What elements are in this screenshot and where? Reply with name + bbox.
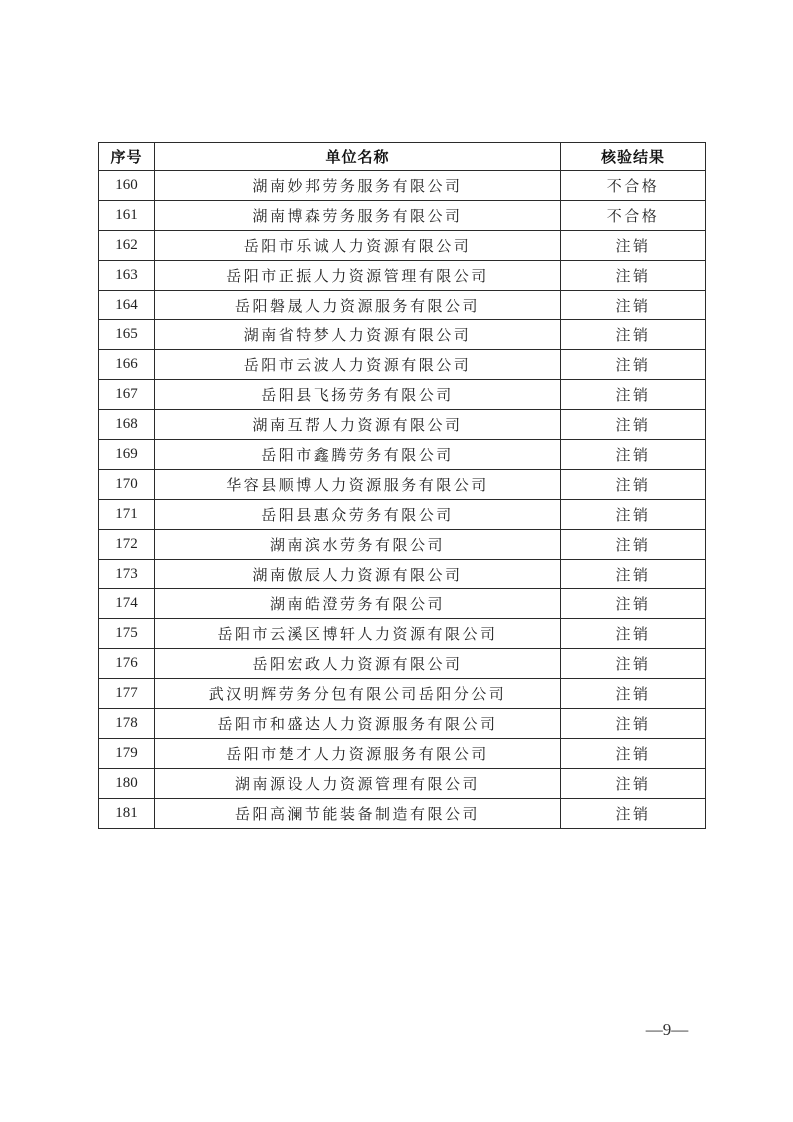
table-body [99,171,706,829]
verification-result-cell: 注销 [561,649,706,679]
verification-result-cell: 注销 [561,738,706,768]
header-serial-number: 序号 [99,143,155,171]
table-header-row [99,143,706,171]
unit-name-cell: 湖南妙邦劳务服务有限公司 [155,171,561,201]
unit-name-cell: 湖南傲辰人力资源有限公司 [155,559,561,589]
serial-number-cell: 163 [99,260,155,290]
verification-result-cell: 注销 [561,768,706,798]
table-row [99,529,706,559]
unit-name-cell: 岳阳市楚才人力资源服务有限公司 [155,738,561,768]
serial-number-cell: 177 [99,679,155,709]
table-row [99,469,706,499]
serial-number-cell: 179 [99,738,155,768]
table-row [99,410,706,440]
verification-result-cell: 注销 [561,410,706,440]
serial-number-cell: 181 [99,798,155,828]
verification-result-cell: 注销 [561,559,706,589]
verification-result-cell: 注销 [561,230,706,260]
unit-name-cell: 湖南皓澄劳务有限公司 [155,589,561,619]
unit-name-cell: 岳阳县惠众劳务有限公司 [155,499,561,529]
unit-name-cell: 岳阳市鑫腾劳务有限公司 [155,440,561,470]
verification-result-cell: 注销 [561,798,706,828]
unit-name-cell: 湖南省特梦人力资源有限公司 [155,320,561,350]
unit-name-cell: 岳阳市和盛达人力资源服务有限公司 [155,709,561,739]
unit-name-cell: 岳阳市云波人力资源有限公司 [155,350,561,380]
table-row [99,320,706,350]
unit-name-cell: 华容县顺博人力资源服务有限公司 [155,469,561,499]
verification-result-cell: 注销 [561,589,706,619]
unit-name-cell: 湖南源设人力资源管理有限公司 [155,768,561,798]
serial-number-cell: 170 [99,469,155,499]
unit-name-cell: 湖南互帮人力资源有限公司 [155,410,561,440]
unit-name-cell: 武汉明辉劳务分包有限公司岳阳分公司 [155,679,561,709]
serial-number-cell: 161 [99,200,155,230]
table-row [99,230,706,260]
table-row [99,380,706,410]
serial-number-cell: 176 [99,649,155,679]
unit-name-cell: 岳阳市云溪区博轩人力资源有限公司 [155,619,561,649]
verification-result-cell: 不合格 [561,200,706,230]
table-row [99,260,706,290]
page-number-text: —9— [645,1020,689,1039]
table-row [99,200,706,230]
verification-result-cell: 注销 [561,380,706,410]
table-row [99,798,706,828]
table-row [99,768,706,798]
table-row [99,559,706,589]
table-row [99,679,706,709]
serial-number-cell: 178 [99,709,155,739]
verification-result-cell: 注销 [561,709,706,739]
unit-name-cell: 岳阳高澜节能装备制造有限公司 [155,798,561,828]
unit-name-cell: 湖南滨水劳务有限公司 [155,529,561,559]
unit-name-cell: 岳阳市乐诚人力资源有限公司 [155,230,561,260]
verification-result-cell: 注销 [561,350,706,380]
header-verification-result: 核验结果 [561,143,706,171]
verification-result-cell: 不合格 [561,171,706,201]
unit-name-cell: 岳阳市正振人力资源管理有限公司 [155,260,561,290]
serial-number-cell: 160 [99,171,155,201]
verification-result-cell: 注销 [561,619,706,649]
table-row [99,738,706,768]
table-row [99,440,706,470]
table-row [99,499,706,529]
serial-number-cell: 167 [99,380,155,410]
table-row [99,709,706,739]
verification-result-cell: 注销 [561,469,706,499]
serial-number-cell: 164 [99,290,155,320]
table-row [99,171,706,201]
serial-number-cell: 173 [99,559,155,589]
serial-number-cell: 168 [99,410,155,440]
table-row [99,350,706,380]
serial-number-cell: 172 [99,529,155,559]
verification-result-cell: 注销 [561,440,706,470]
unit-name-cell: 岳阳磐晟人力资源服务有限公司 [155,290,561,320]
table-row [99,619,706,649]
verification-result-cell: 注销 [561,260,706,290]
unit-name-cell: 岳阳宏政人力资源有限公司 [155,649,561,679]
verification-result-cell: 注销 [561,290,706,320]
verification-result-table [98,142,706,829]
verification-result-cell: 注销 [561,499,706,529]
serial-number-cell: 162 [99,230,155,260]
unit-name-cell: 岳阳县飞扬劳务有限公司 [155,380,561,410]
serial-number-cell: 174 [99,589,155,619]
verification-result-cell: 注销 [561,320,706,350]
header-unit-name: 单位名称 [155,143,561,171]
page-number [622,1020,712,1040]
serial-number-cell: 169 [99,440,155,470]
table-row [99,290,706,320]
serial-number-cell: 166 [99,350,155,380]
verification-result-cell: 注销 [561,529,706,559]
unit-name-cell: 湖南博森劳务服务有限公司 [155,200,561,230]
serial-number-cell: 165 [99,320,155,350]
serial-number-cell: 171 [99,499,155,529]
serial-number-cell: 175 [99,619,155,649]
verification-result-cell: 注销 [561,679,706,709]
table-row [99,589,706,619]
serial-number-cell: 180 [99,768,155,798]
table-row [99,649,706,679]
